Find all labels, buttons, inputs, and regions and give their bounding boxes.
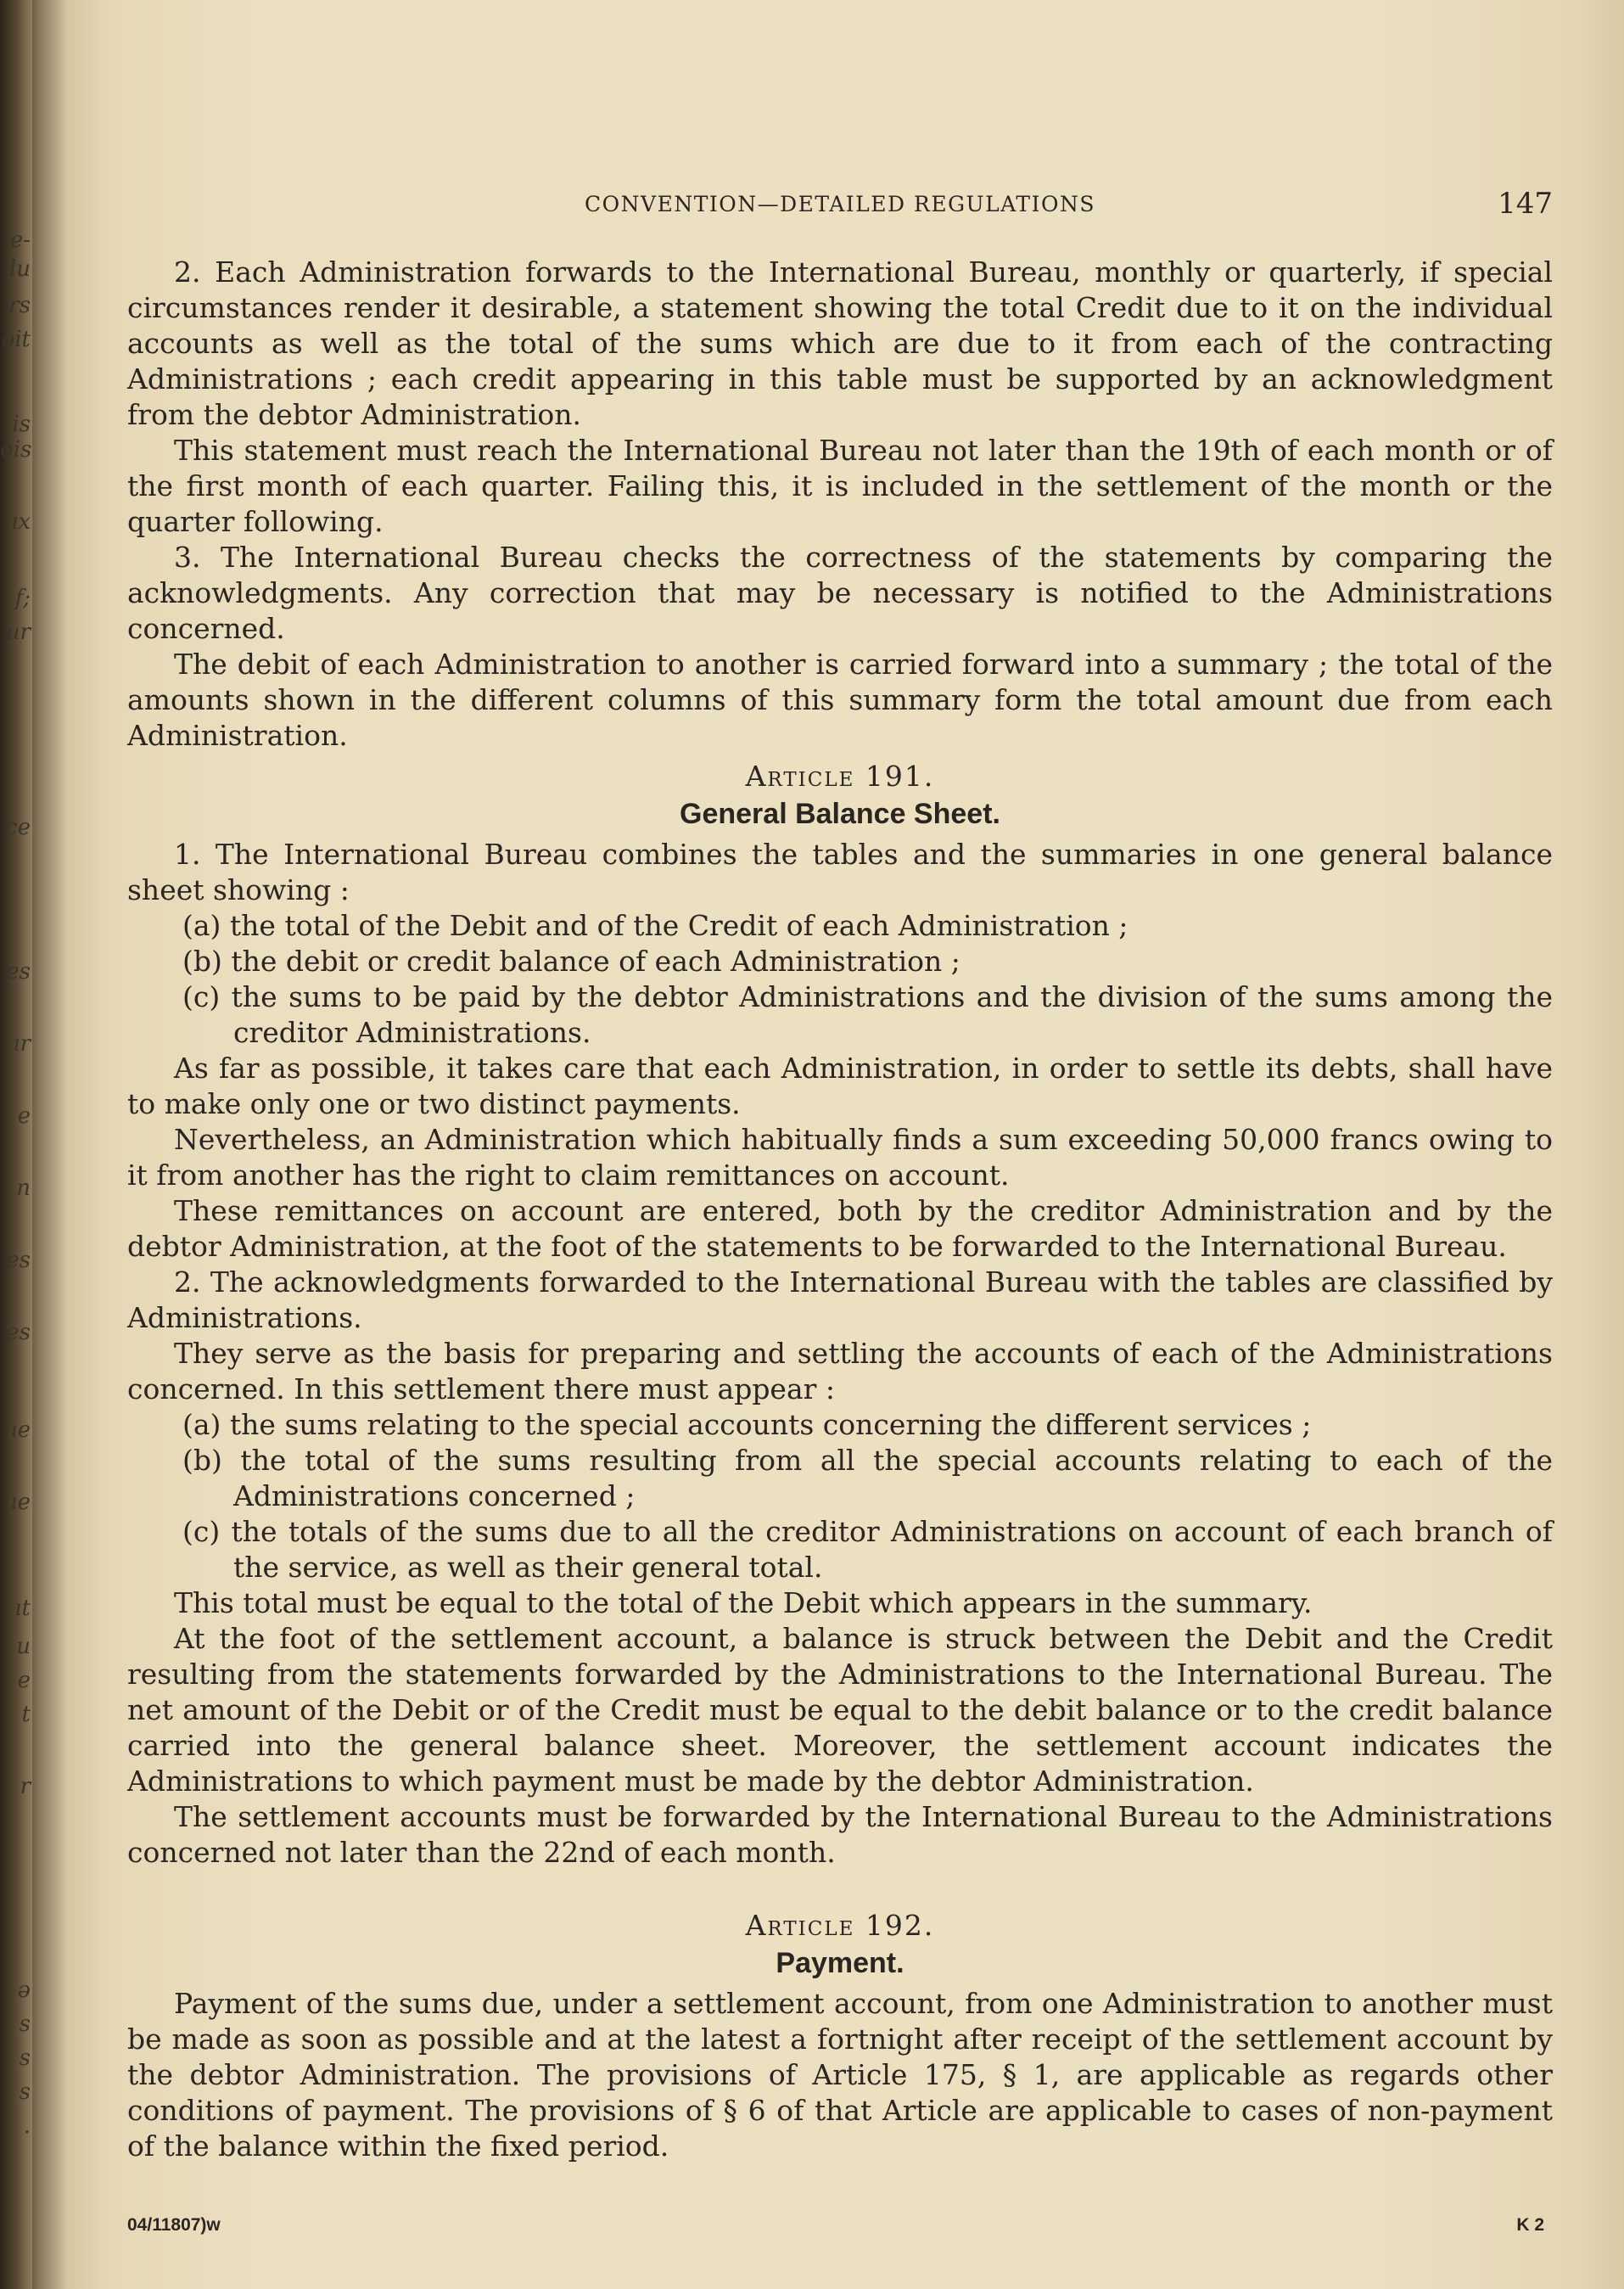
fragment: t — [21, 1702, 31, 1727]
fragment: ce — [5, 815, 31, 840]
article-191-heading: Article 191. — [745, 760, 935, 793]
fragment: is — [12, 412, 31, 437]
paragraph-distinct-payments: As far as possible, it takes care that each Administration, in order to settle its debts, shall have to make only one or two distinct payments. — [127, 1052, 1553, 1120]
fragment: . — [23, 2113, 31, 2139]
fragment: r — [20, 1774, 31, 1799]
fragment: oit — [1, 327, 31, 352]
page-footer — [127, 2215, 1553, 2246]
page-header — [127, 187, 1553, 229]
fragment: s — [19, 2079, 31, 2105]
paragraph-payment: Payment of the sums due, under a settlement account, from one Administration to another must be made as soon as possible and at the latest a fortnight after receipt of the settlement account by the debtor Administration. The provisions of Article 175, § 1, are applicable as regards other conditions of payment. The provisions of § 6 of that Article are applicable to cases of non-payment of the balance within the fixed period. — [127, 1987, 1553, 2163]
paragraph-settlement-basis: They serve as the basis for preparing and settling the accounts of each of the Administrations concerned. In this settlement there must appear : — [127, 1337, 1553, 1405]
paragraph-remittances-entered: These remittances on account are entered, both by the creditor Administration and by the debtor Administration, at the foot of the statements to be forwarded to the International Bureau. — [127, 1194, 1553, 1263]
fragment: es — [6, 1248, 31, 1273]
fragment: n — [16, 1175, 31, 1201]
fragment: ur — [5, 620, 31, 645]
fragment: ois — [0, 437, 32, 463]
fragment: lu — [8, 256, 31, 282]
paragraph-total-equal: This total must be equal to the total of the Debit which appears in the summary. — [174, 1586, 1313, 1619]
fragment: s — [19, 2011, 31, 2037]
article-192-heading: Article 192. — [745, 1909, 935, 1942]
fragment: ıx — [11, 509, 31, 535]
fragment: f; — [14, 586, 31, 611]
list-item: (c) the totals of the sums due to all the creditor Administrations on account of each branch of the service, as well as their general total. — [182, 1515, 1553, 1584]
fragment: e- — [9, 227, 31, 253]
fragment: es — [6, 1320, 31, 1345]
running-title: CONVENTION—DETAILED REGULATIONS — [585, 192, 1095, 216]
paragraph-acknowledgments: 2. The acknowledgments forwarded to the International Bureau with the tables are classified by Administrations. — [127, 1265, 1553, 1334]
paragraph-remittances: Nevertheless, an Administration which habitually finds a sum exceeding 50,000 francs owing to it from another has the right to claim remittances on account. — [127, 1123, 1553, 1192]
list-item: (b) the debit or credit balance of each Administration ; — [182, 945, 960, 978]
page-number: 147 — [1498, 187, 1553, 221]
article-191-title: General Balance Sheet. — [680, 798, 1000, 830]
paragraph-statement-deadline: This statement must reach the International Bureau not later than the 19th of each month or of the first month of each quarter. Failing this, it is included in the settlement of the month or the quarter following. — [127, 434, 1553, 538]
print-reference: 04/11807)w — [127, 2215, 221, 2235]
paragraph-balance-struck: At the foot of the settlement account, a balance is struck between the Debit and the Credit resulting from the statements forwarded by the Administrations to the International Bureau. The net amount of the Debit or of the Credit must be equal to the debit balance or to the credit balance carried into the general balance sheet. Moreover, the settlement account indicates the Administrations to which payment must be made by the debtor Administration. — [127, 1622, 1553, 1798]
article-192-title: Payment. — [776, 1947, 904, 1979]
page-body — [127, 255, 1553, 2164]
paragraph-checks-correctness: 3. The International Bureau checks the correctness of the statements by comparing the acknowledgments. Any correction that may be necessary is notified to the Administrations concerned. — [127, 541, 1553, 645]
fragment: e — [17, 1103, 31, 1129]
previous-page-margin-fragments — [0, 0, 34, 2289]
paragraph-statement-monthly: 2. Each Administration forwards to the International Bureau, monthly or quarterly, if special circumstances render it desirable, a statement showing the total Credit due to it on the individual accounts as well as the total of the sums which are due to it from each of the contracting Administrations ; each credit appearing in this table must be supported by an acknowledgment from the debtor Administration. — [127, 255, 1553, 431]
fragment: ıe — [10, 1490, 31, 1515]
paragraph-settlement-forwarded: The settlement accounts must be forwarded by the International Bureau to the Administrations concerned not later than the 22nd of each month. — [127, 1800, 1553, 1869]
list-item: (a) the sums relating to the special accounts concerning the different services ; — [182, 1408, 1312, 1441]
fragment: es — [6, 959, 31, 985]
list-item: (c) the sums to be paid by the debtor Administrations and the division of the sums among the creditor Administrations. — [182, 980, 1553, 1049]
fragment: u — [16, 1634, 31, 1659]
fragment: ıe — [10, 1417, 31, 1443]
balance-sheet-list — [127, 908, 1553, 1051]
settlement-list — [127, 1407, 1553, 1585]
fragment: s — [19, 2045, 31, 2071]
list-item: (b) the total of the sums resulting from all the special accounts relating to each of the Administrations concerned ; — [182, 1444, 1553, 1512]
paragraph-balance-sheet: 1. The International Bureau combines the tables and the summaries in one general balance sheet showing : — [127, 838, 1553, 906]
paragraph-debit-summary: The debit of each Administration to another is carried forward into a summary ; the total of the amounts shown in the different columns of this summary form the total amount due from each Administration. — [127, 648, 1553, 752]
list-item: (a) the total of the Debit and of the Credit of each Administration ; — [182, 909, 1128, 942]
signature-mark: K 2 — [1516, 2215, 1544, 2235]
fragment: rs — [8, 293, 31, 318]
fragment: e — [17, 1668, 31, 1693]
book-gutter-shadow — [32, 0, 66, 2289]
fragment: ıt — [14, 1596, 31, 1621]
fragment: ə — [17, 1978, 31, 2003]
fragment: ır — [13, 1031, 31, 1057]
